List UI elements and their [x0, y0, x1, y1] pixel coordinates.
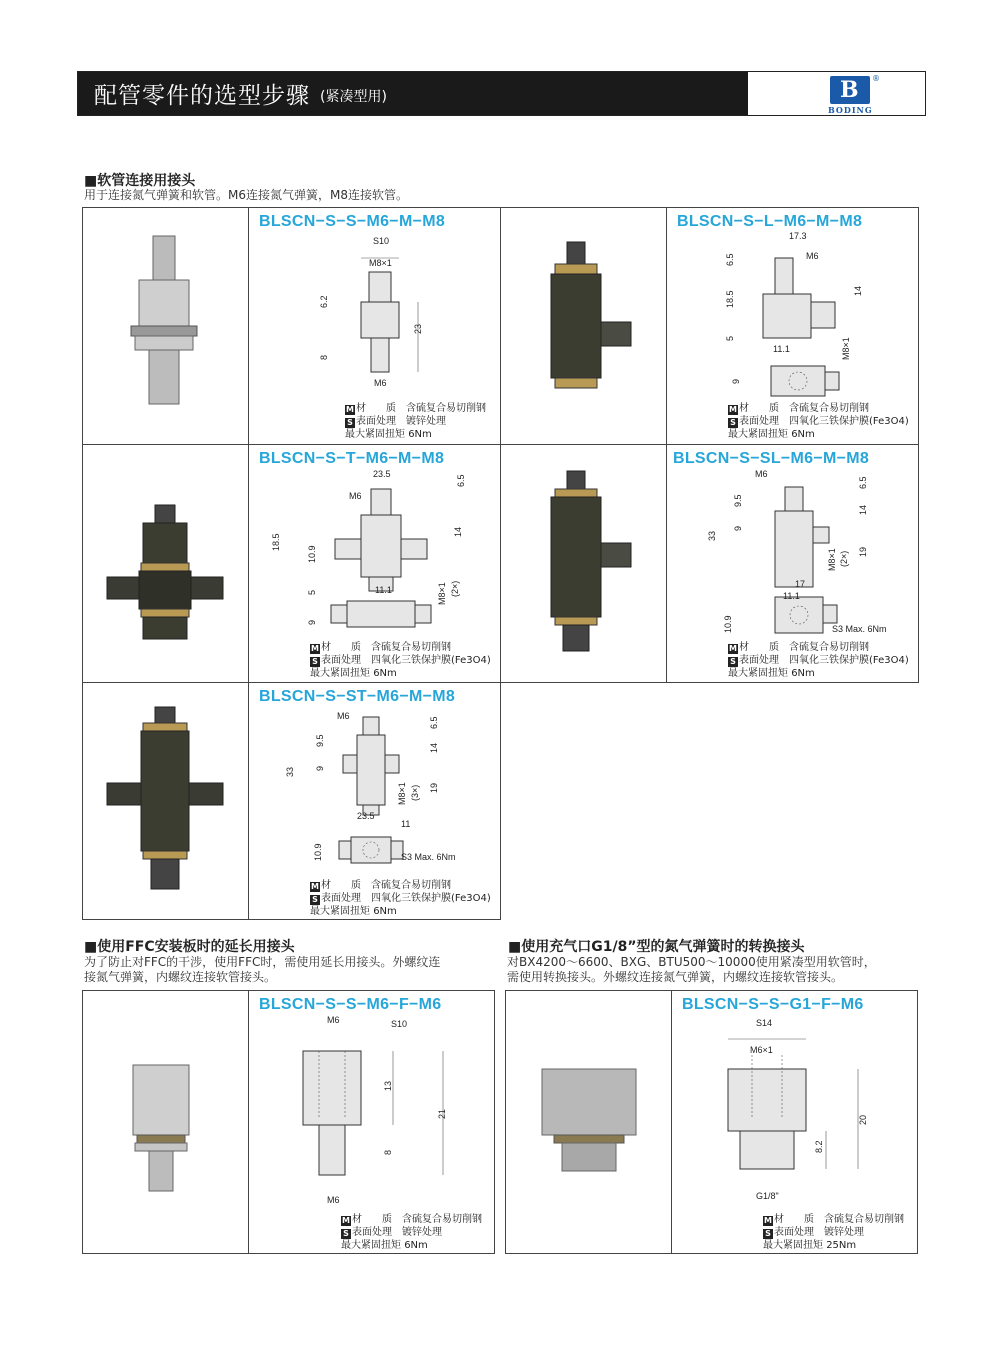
- part-title-p3: BLSCN−S−T−M6−M−M8: [259, 450, 445, 467]
- section-desc-hose: 用于连接氮气弹簧和软管。M6连接氮气弹簧，M8连接软管。: [84, 188, 408, 202]
- photo-elbow-fitting-icon: [543, 242, 643, 402]
- dim-p4-thread: M6: [755, 469, 768, 479]
- section-title-g18: ■使用充气口G1/8”型的氮气弹簧时的转换接头: [508, 939, 805, 955]
- dim-p5-side: 14: [429, 742, 439, 753]
- dim-p5-s3: S3 Max. 6Nm: [401, 852, 456, 862]
- dim-p7-thread-top: M6×1: [750, 1045, 773, 1055]
- dim-p3-h5: 9: [307, 619, 317, 625]
- dim-p2-h4: 9: [731, 378, 741, 384]
- dim-p4-h1: 6.5: [858, 476, 868, 489]
- dim-p3-side: 14: [453, 526, 463, 537]
- section-desc-g18-2: 需使用转换接头。外螺纹连接氮气弹簧，内螺纹连接软管接头。: [507, 970, 844, 984]
- part-photo-p3: [83, 445, 249, 682]
- dim-p6-h3: 8: [383, 1149, 393, 1155]
- boding-logo: [830, 76, 878, 114]
- page-title: 配管零件的选型步骤: [94, 83, 310, 109]
- dim-p4-h2: 9.5: [733, 494, 743, 507]
- part-photo-p2: [501, 208, 667, 444]
- dim-p7-h2: 8.2: [814, 1140, 824, 1153]
- spec-p1: M 材 质 含硫复合易切削钢 S 表面处理 镀锌处理 最大紧固扭矩 6Nm: [345, 403, 486, 440]
- dim-p5-h5: 10.9: [313, 843, 323, 861]
- dim-p6-thread-top: M6: [327, 1015, 340, 1025]
- section-desc-ffc-1: 为了防止对FFC的干涉，使用FFC时，需使用延长用接头。外螺纹连: [84, 955, 441, 969]
- dim-p5-h1: 6.5: [429, 716, 439, 729]
- dim-p1-h1: 6.2: [319, 295, 329, 308]
- dim-p4-h4: 19: [858, 546, 868, 557]
- registered-mark: ®: [872, 74, 880, 83]
- section-desc-g18-1: 对BX4200〜6600、BXG、BTU500〜10000使用紧凑型用软管时，: [507, 955, 876, 969]
- dim-p2-w: 17.3: [789, 231, 807, 241]
- dim-p4-total: 33: [707, 530, 717, 541]
- header-title-bar: [78, 72, 748, 115]
- part-card-p7: [505, 990, 918, 1254]
- part-card-p6: [82, 990, 495, 1254]
- dim-p4-w2: 11.1: [783, 591, 800, 601]
- drawing-p1: [343, 248, 443, 398]
- dim-p7-thread-bottom: G1/8": [756, 1191, 779, 1201]
- spec-p7: M 材 质 含硫复合易切削钢 S 表面处理 镀锌处理 最大紧固扭矩 25Nm: [763, 1214, 904, 1251]
- dim-p3-thread: M6: [349, 491, 362, 501]
- dim-p3-w: 23.5: [373, 469, 391, 479]
- dim-p1-thread-bottom: M6: [374, 378, 387, 388]
- dim-p1-s: S10: [373, 236, 390, 246]
- drawing-p3: [323, 485, 493, 645]
- dim-p2-side: 14: [853, 285, 863, 296]
- dim-p3-h4: 5: [307, 589, 317, 595]
- dim-p6-s: S10: [391, 1019, 408, 1029]
- part-title-p5: BLSCN−S−ST−M6−M−M8: [259, 688, 456, 705]
- dim-p6-h1: 13: [383, 1080, 393, 1091]
- dim-p5-w: 23.5: [357, 811, 375, 821]
- part-title-p1: BLSCN−S−S−M6−M−M8: [259, 213, 446, 230]
- photo-tee-fitting-icon: [103, 505, 233, 645]
- dim-p5-side-thread: M8×1: [397, 782, 407, 805]
- part-card-p5: [82, 682, 501, 920]
- dim-p1-thread-top: M8×1: [369, 258, 392, 268]
- drawing-p2: [751, 248, 881, 408]
- spec-p6: M 材 质 含硫复合易切削钢 S 表面处理 镀锌处理 最大紧固扭矩 6Nm: [341, 1214, 482, 1251]
- part-photo-p1: [83, 208, 249, 444]
- part-title-p6: BLSCN−S−S−M6−F−M6: [259, 996, 442, 1013]
- page-header: [77, 71, 926, 116]
- dim-p6-thread-bottom: M6: [327, 1195, 340, 1205]
- dim-p4-s3: S3 Max. 6Nm: [832, 624, 887, 634]
- dim-p4-side-thread: M8×1: [827, 548, 837, 571]
- dim-p2-side-thread: M8×1: [841, 337, 851, 360]
- dim-p5-w2: 11: [401, 819, 411, 829]
- dim-p4-w: 17: [795, 579, 806, 589]
- drawing-p6: [293, 1039, 453, 1209]
- photo-straight-fitting-icon: [125, 236, 205, 416]
- dim-p4-side: 14: [858, 504, 868, 515]
- section-title-ffc: ■使用FFC安装板时的延长用接头: [84, 939, 295, 955]
- dim-p5-h2: 9.5: [315, 734, 325, 747]
- spec-p3: M 材 质 含硫复合易切削钢 S 表面处理 四氧化三铁保护膜(Fe3O4) 最大紧固扭矩 6Nm: [310, 642, 491, 679]
- part-card-p1: [82, 207, 501, 445]
- part-photo-p4: [501, 445, 667, 682]
- section-desc-ffc-2: 接氮气弹簧，内螺纹连接软管接头。: [84, 970, 277, 984]
- dim-p5-thread: M6: [337, 711, 350, 721]
- part-photo-p6: [83, 991, 249, 1253]
- dim-p5-h3: 9: [315, 765, 325, 771]
- section-title-hose: ■软管连接用接头: [84, 173, 196, 189]
- dim-p3-h1: 6.5: [456, 474, 466, 487]
- dim-p7-s: S14: [756, 1018, 773, 1028]
- part-card-p4: [500, 444, 919, 683]
- dim-p3-h3: 10.9: [307, 545, 317, 563]
- logo-letter: B: [840, 77, 859, 103]
- drawing-p5: [333, 713, 483, 873]
- dim-p2-thread: M6: [806, 251, 819, 261]
- dim-p7-h1: 20: [858, 1114, 868, 1125]
- part-title-p7: BLSCN−S−S−G1−F−M6: [682, 996, 864, 1013]
- spec-p2: M 材 质 含硫复合易切削钢 S 表面处理 四氧化三铁保护膜(Fe3O4) 最大紧固扭矩 6Nm: [728, 403, 909, 440]
- spec-p5: M 材 质 含硫复合易切削钢 S 表面处理 四氧化三铁保护膜(Fe3O4) 最大紧固扭矩 6Nm: [310, 880, 491, 917]
- photo-adapter-fitting-icon: [536, 1067, 646, 1177]
- dim-p3-count: (2×): [450, 580, 460, 597]
- photo-sl-fitting-icon: [543, 471, 643, 661]
- photo-st-fitting-icon: [103, 707, 233, 897]
- dim-p5-total: 33: [285, 766, 295, 777]
- dim-p2-h1: 6.5: [725, 253, 735, 266]
- dim-p4-h3: 9: [733, 525, 743, 531]
- part-card-p2: [500, 207, 919, 445]
- dim-p4-count: (2×): [839, 550, 849, 567]
- dim-p5-h4: 19: [429, 782, 439, 793]
- spec-p4: M 材 质 含硫复合易切削钢 S 表面处理 四氧化三铁保护膜(Fe3O4) 最大紧固扭矩 6Nm: [728, 642, 909, 679]
- dim-p2-h2: 18.5: [725, 290, 735, 308]
- part-card-p3: [82, 444, 501, 683]
- dim-p1-h2: 23: [413, 323, 423, 334]
- dim-p6-h2: 21: [437, 1108, 447, 1119]
- part-title-p4: BLSCN−S−SL−M6−M−M8: [673, 450, 870, 467]
- photo-extension-fitting-icon: [125, 1061, 205, 1201]
- part-title-p2: BLSCN−S−L−M6−M−M8: [677, 213, 863, 230]
- part-photo-p7: [506, 991, 672, 1253]
- dim-p4-h5: 10.9: [723, 615, 733, 633]
- dim-p2-w2: 11.1: [773, 344, 790, 354]
- dim-p3-side-thread: M8×1: [437, 582, 447, 605]
- dim-p5-count: (3×): [410, 784, 420, 801]
- page-subtitle: (紧凑型用): [320, 88, 387, 105]
- dim-p3-h2: 18.5: [271, 533, 281, 551]
- part-photo-p5: [83, 683, 249, 919]
- dim-p2-h3: 5: [725, 335, 735, 341]
- dim-p1-h3: 8: [319, 354, 329, 360]
- dim-p3-w2: 11.1: [375, 585, 392, 595]
- logo-text: BODING: [828, 105, 873, 115]
